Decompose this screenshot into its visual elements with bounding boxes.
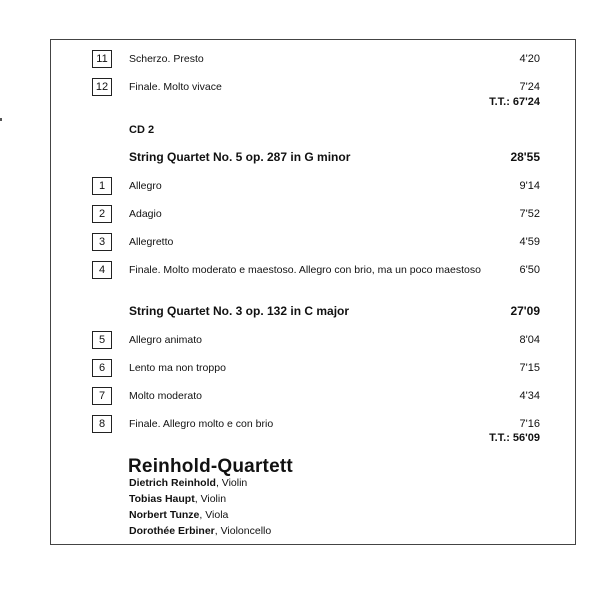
player-name: Tobias Haupt (129, 493, 195, 505)
track-time: 4'59 (519, 236, 540, 248)
track-row (0, 233, 600, 251)
track-title: Allegretto (129, 236, 174, 248)
track-row (0, 359, 600, 377)
track-title: Allegro animato (129, 334, 202, 346)
track-title: Finale. Molto moderato e maestoso. Allegro con brio, ma un poco maestoso (129, 264, 481, 276)
track-number: 1 (92, 177, 112, 195)
track-time: 4'20 (519, 53, 540, 65)
player-instrument: , Violin (194, 493, 227, 505)
work-time: 27'09 (510, 304, 540, 318)
disc-label: CD 2 (129, 124, 155, 136)
track-time: 7'24 (519, 81, 540, 93)
track-time: 7'16 (519, 418, 540, 430)
player-name: Dietrich Reinhold (129, 477, 216, 489)
track-row (0, 78, 600, 96)
disc2-total-time: T.T.: 56'09 (489, 432, 540, 444)
track-row (0, 415, 600, 433)
track-number: 4 (92, 261, 112, 279)
work-time: 28'55 (510, 150, 540, 164)
player-credit (129, 475, 247, 491)
track-title: Lento ma non troppo (129, 362, 226, 374)
track-number: 11 (92, 50, 112, 68)
track-title: Finale. Molto vivace (129, 81, 222, 93)
track-number: 6 (92, 359, 112, 377)
track-number: 7 (92, 387, 112, 405)
disc1-total-time: T.T.: 67'24 (489, 96, 540, 108)
track-title: Allegro (129, 180, 162, 192)
player-credit (129, 523, 271, 539)
track-number: 12 (92, 78, 112, 96)
track-row (0, 177, 600, 195)
player-name: Norbert Tunze (129, 509, 200, 521)
track-number: 3 (92, 233, 112, 251)
track-time: 9'14 (519, 180, 540, 192)
track-row (0, 261, 600, 279)
track-time: 7'15 (519, 362, 540, 374)
track-row (0, 331, 600, 349)
track-number: 5 (92, 331, 112, 349)
track-title: Scherzo. Presto (129, 53, 204, 65)
track-time: 7'52 (519, 208, 540, 220)
track-row (0, 387, 600, 405)
track-title: Molto moderato (129, 390, 202, 402)
player-instrument: , Violoncello (214, 525, 272, 537)
track-row (0, 205, 600, 223)
work-title: String Quartet No. 3 op. 132 in C major (129, 304, 350, 318)
track-number: 8 (92, 415, 112, 433)
work-title: String Quartet No. 5 op. 287 in G minor (129, 150, 351, 164)
track-row (0, 50, 600, 68)
track-title: Adagio (129, 208, 162, 220)
track-time: 8'04 (519, 334, 540, 346)
player-credit (129, 491, 226, 507)
track-time: 6'50 (519, 264, 540, 276)
player-credit (129, 507, 228, 523)
player-instrument: , Viola (199, 509, 229, 521)
track-number: 2 (92, 205, 112, 223)
track-time: 4'34 (519, 390, 540, 402)
track-title: Finale. Allegro molto e con brio (129, 418, 274, 430)
ensemble-name: Reinhold-Quartett (128, 456, 293, 477)
scan-edge-mark (0, 118, 2, 121)
player-instrument: , Violin (215, 477, 248, 489)
player-name: Dorothée Erbiner (129, 525, 215, 537)
